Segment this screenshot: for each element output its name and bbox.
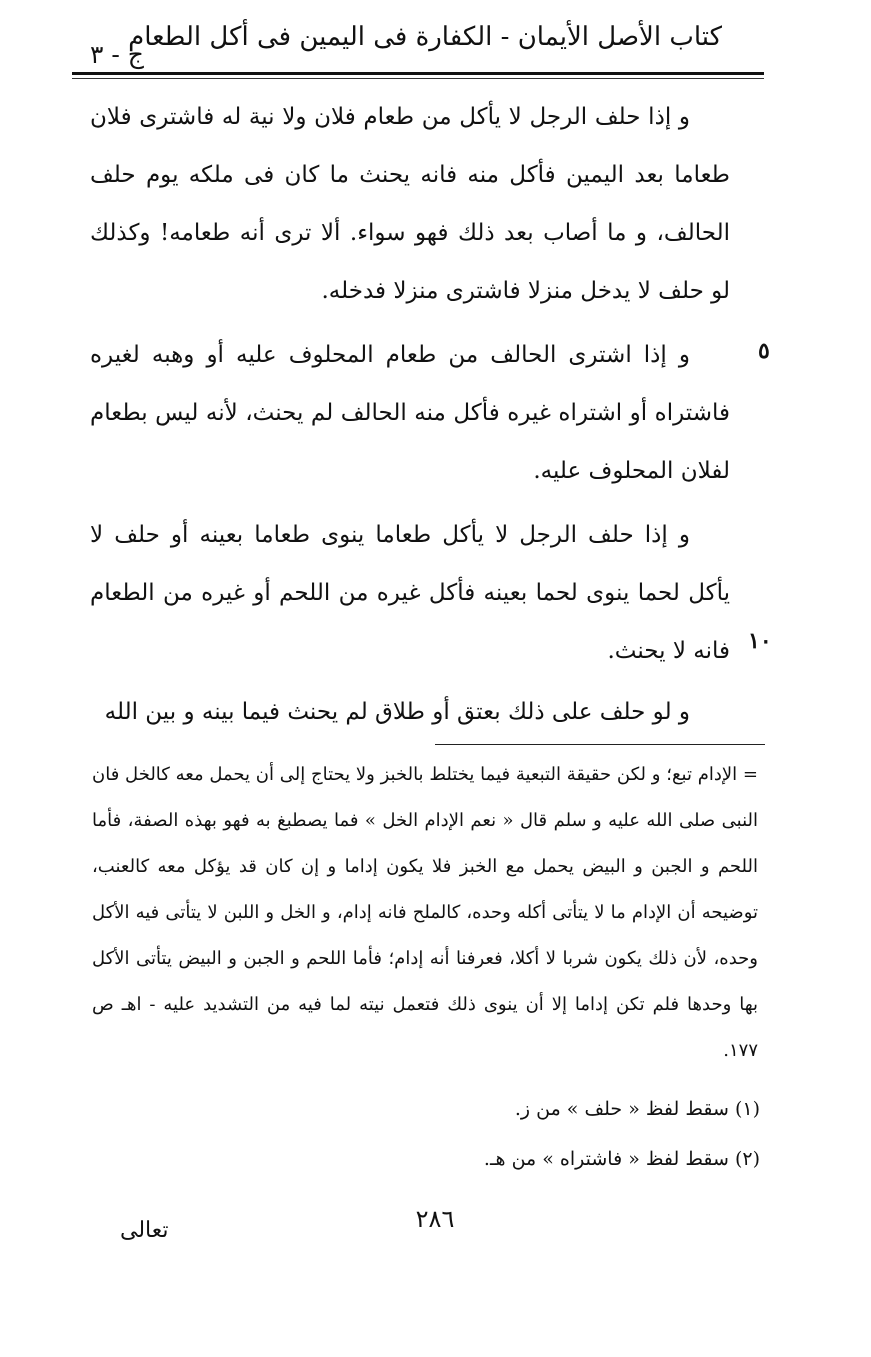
running-header (72, 18, 762, 70)
footnote-1: (١) سقط لفظ « حلف » من ز. (514, 1098, 760, 1120)
paragraph-text: و إذا حلف الرجل لا يأكل طعاما ينوى طعاما بعينه أو حلف لا يأكل لحما ينوى لحما بعينه فأكل غيره من اللحم أو غيره من الطعام فانه لا يحنث. (90, 522, 730, 664)
footnote-rule (435, 744, 765, 745)
line-number-5: ٥ (758, 338, 770, 364)
paragraph-text: و إذا اشترى الحالف من طعام المحلوف عليه أو وهبه لغيره فاشتراه أو اشتراه غيره فأكل منه الحالف لم يحنث، لأنه ليس بطعام لفلان المحلوف عليه. (90, 342, 730, 484)
paragraph-text: و لو حلف على ذلك بعتق أو طلاق لم يحنث فيما بينه و بين الله (104, 699, 690, 725)
page-number: ٢٨٦ (415, 1205, 455, 1233)
paragraph-text: و إذا حلف الرجل لا يأكل من طعام فلان ولا نية له فاشترى فلان طعاما بعد اليمين فأكل منه فانه يحنث ما كان فى ملكه يوم حلف الحالف، و ما أصاب بعد ذلك فهو سواء. ألا ترى أنه طعامه! وكذلك لو حلف لا يدخل منزلا فاشترى منزلا فدخله. (90, 104, 730, 304)
paragraph-3 (90, 506, 730, 680)
header-rule (72, 72, 764, 75)
paragraph-4 (90, 683, 730, 741)
paragraph-1 (90, 88, 730, 320)
volume-number: ج - ٣ (90, 40, 144, 69)
catchword: تعالى (120, 1218, 169, 1243)
footnote-2: (٢) سقط لفظ « فاشتراه » من هـ. (483, 1148, 760, 1170)
commentary-text: = الإدام تبع؛ و لكن حقيقة التبعية فيما يختلط بالخبز ولا يحتاج إلى أن يحمل معه كالخل فان النبى صلى الله عليه و سلم قال « نعم الإدام الخل » فما يصطبغ به فهو بهذه الصفة، فأما اللحم و الجبن و البيض يحمل مع الخبز فلا يكون إداما و إن كان قد يؤكل معه كالعنب، توضيحه أن الإدام ما لا يتأتى أكله وحده، كالملح فانه إدام، و الخل و اللبن لا يتأتى فيه الأكل وحده، لأن ذلك يكون شربا لا أكلا، فعرفنا أنه إدام؛ فأما اللحم و الجبن و البيض يتأتى الأكل بها وحدها فلم تكن إداما إلا أن ينوى ذلك فتعمل نيته لما فيه من التشديد عليه - اهـ ص ١٧٧. (92, 764, 758, 1061)
line-number-10: ١٠ (748, 628, 772, 654)
header-title: كتاب الأصل الأيمان - الكفارة فى اليمين فى أكل الطعام (128, 22, 722, 52)
paragraph-2 (90, 326, 730, 500)
header-rule-thin (72, 78, 764, 79)
footnote-commentary (92, 752, 758, 1074)
